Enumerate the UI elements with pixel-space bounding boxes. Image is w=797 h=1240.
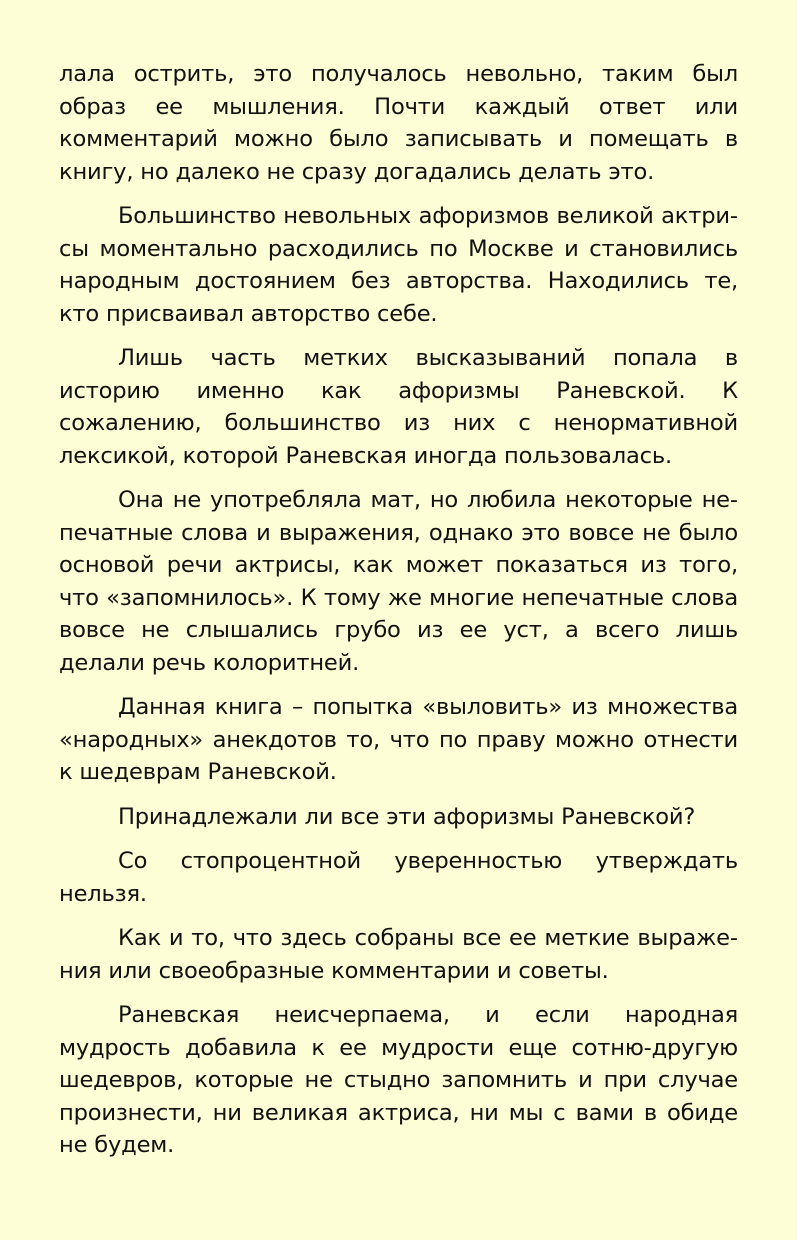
paragraph: Большинство невольных афоризмов великой актрисы моментально расходились по Москве и становились народным достоянием без авторства. Находились те, кто присваивал авторство себе. [59, 203, 738, 327]
paragraph: Раневская неисчерпаема, и если народная мудрость добавила к ее мудрости еще сотню-другую шедевров, которые не стыдно запомнить и при случае произнести, ни великая актриса, ни мы с вами в обиде не будем. [59, 1002, 738, 1158]
paragraph: Как и то, что здесь собраны все ее меткие выражения или своеобразные комментарии и советы. [59, 925, 738, 984]
paragraph: Принадлежали ли все эти афоризмы Раневской? [118, 803, 696, 830]
paragraph: Она не употребляла мат, но любила некоторые непечатные слова и выражения, однако это вовсе не было основой речи актрисы, как может показаться из того, что «запомнилось». К тому же многие непечатные слова вовсе не слышались грубо из ее уст, а всего лишь делали речь колоритней. [59, 487, 738, 676]
paragraph: Со стопроцентной уверенностью утверждать нельзя. [59, 848, 738, 907]
paragraph-continuation: лала острить, это получалось невольно, таким был образ ее мышления. Почти каждый ответ или комментарий можно было записывать и помещать в книгу, но далеко не сразу догадались делать это. [59, 61, 738, 185]
paragraph: Данная книга – попытка «выловить» из множества «народных» анекдотов то, что по праву можно отнести к шедеврам Раневской. [59, 694, 738, 785]
paragraph: Лишь часть метких высказываний попала в историю именно как афоризмы Раневской. К сожалению, большинство из них с ненормативной лексикой, которой Раневская иногда пользовалась. [59, 345, 738, 469]
